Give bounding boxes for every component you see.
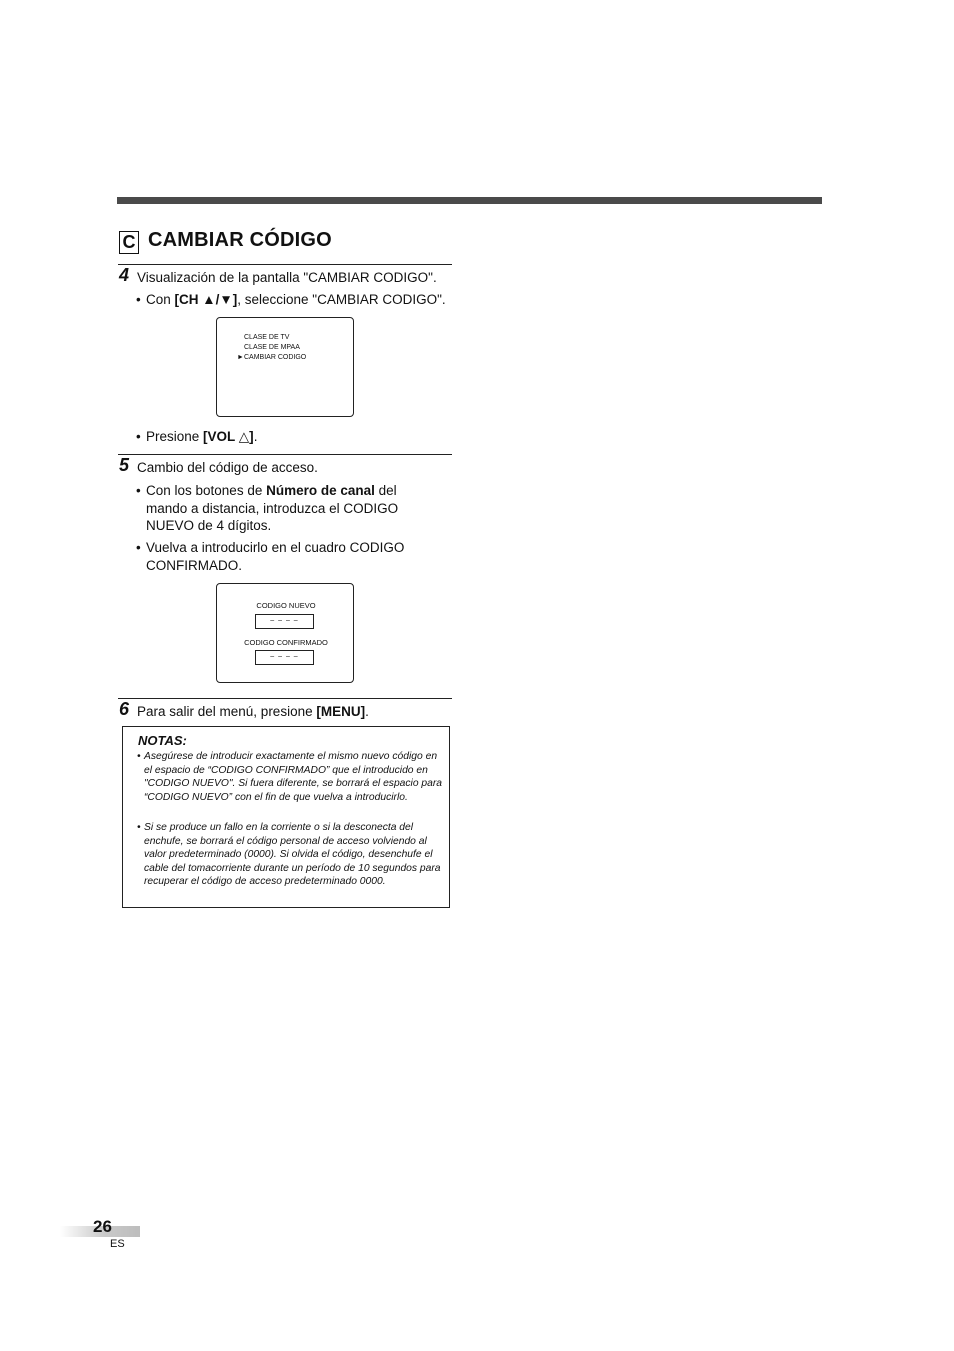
page-number: 26 xyxy=(93,1217,112,1236)
step5-bullet2-text: Vuelva a introducirlo en el cuadro CODIGO CONFIRMADO. xyxy=(146,540,405,573)
step4-bullet2-post: . xyxy=(253,429,258,444)
step5-number: 5 xyxy=(119,455,130,475)
section-letter-badge: C xyxy=(119,231,139,254)
confirm-code-field: – – – – xyxy=(255,650,314,665)
step4-bullet-vol xyxy=(136,428,452,446)
page-language: ES xyxy=(110,1238,125,1250)
menu-item-clase-tv: CLASE DE TV xyxy=(244,334,290,341)
note-text-2: Si se produce un fallo en la corriente o si la desconecta del enchufe, se borrará el código personal de acceso volviendo al valor predeterminado (0000). Si olvida el código, desenchufe el cable del tomacorriente durante un período de 10 segundos para recuperar el código de acceso predeterminado 0000. xyxy=(144,822,441,887)
step4-number: 4 xyxy=(119,265,130,285)
step6-divider xyxy=(118,698,452,699)
bullet-dot: • xyxy=(136,540,141,555)
note-text-1: Asegúrese de introducir exactamente el mismo nuevo código en el espacio de “CODIGO CONFIRMADO” que el introducido en "CODIGO NUEVO". Si fuera diferente, se borrará el espacio para “CODIGO NUEVO” con el fin de que vuelva a introducirlo. xyxy=(144,751,443,803)
step5-bullet1-post: del mando a distancia, introduzca el CODIGO NUEVO de 4 dígitos. xyxy=(146,483,399,533)
confirm-code-label: CODIGO CONFIRMADO xyxy=(244,638,328,647)
step4-text: Visualización de la pantalla "CAMBIAR CODIGO". xyxy=(137,270,437,285)
notes-title: NOTAS: xyxy=(138,733,187,748)
step5-bullet-confirm xyxy=(136,539,432,574)
step6-pre: Para salir del menú, presione xyxy=(137,704,317,719)
menu-item-cambiar-codigo: CAMBIAR CODIGO xyxy=(244,354,307,361)
bullet-dot: • xyxy=(136,429,141,444)
step6-text xyxy=(137,703,369,721)
step6-post: . xyxy=(365,704,369,719)
new-code-label: CODIGO NUEVO xyxy=(256,601,316,610)
menu-cursor-icon: ► xyxy=(237,354,244,361)
step5-text: Cambio del código de acceso. xyxy=(137,460,318,475)
step4-bullet-ch xyxy=(136,291,452,309)
bullet-dot: • xyxy=(136,292,141,307)
note-item xyxy=(137,821,445,889)
tv-menu-screen xyxy=(216,317,354,417)
bullet-dot: • xyxy=(137,751,141,762)
bullet-dot: • xyxy=(136,483,141,498)
step6-number: 6 xyxy=(119,699,130,719)
step4-divider xyxy=(118,264,452,265)
code-entry-screen xyxy=(216,583,354,683)
ch-key-label: [CH ▲/▼] xyxy=(174,292,238,307)
channel-number-key-label: Número de canal xyxy=(266,483,375,498)
step4-bullet2-pre: Presione xyxy=(146,429,204,444)
step4-bullet1-pre: Con xyxy=(146,292,175,307)
menu-item-clase-mpaa: CLASE DE MPAA xyxy=(244,344,300,351)
vol-key-label: [VOL △] xyxy=(203,429,254,444)
step5-bullet1-pre: Con los botones de xyxy=(146,483,267,498)
step5-bullet-channel xyxy=(136,482,432,535)
note-item xyxy=(137,750,445,804)
section-title: CAMBIAR CÓDIGO xyxy=(148,229,332,251)
step5-divider xyxy=(118,454,452,455)
step4-bullet1-post: , seleccione "CAMBIAR CODIGO". xyxy=(237,292,446,307)
top-rule xyxy=(117,197,822,204)
bullet-dot: • xyxy=(137,822,141,833)
menu-key-label: [MENU] xyxy=(316,704,366,719)
new-code-field: – – – – xyxy=(255,614,314,629)
